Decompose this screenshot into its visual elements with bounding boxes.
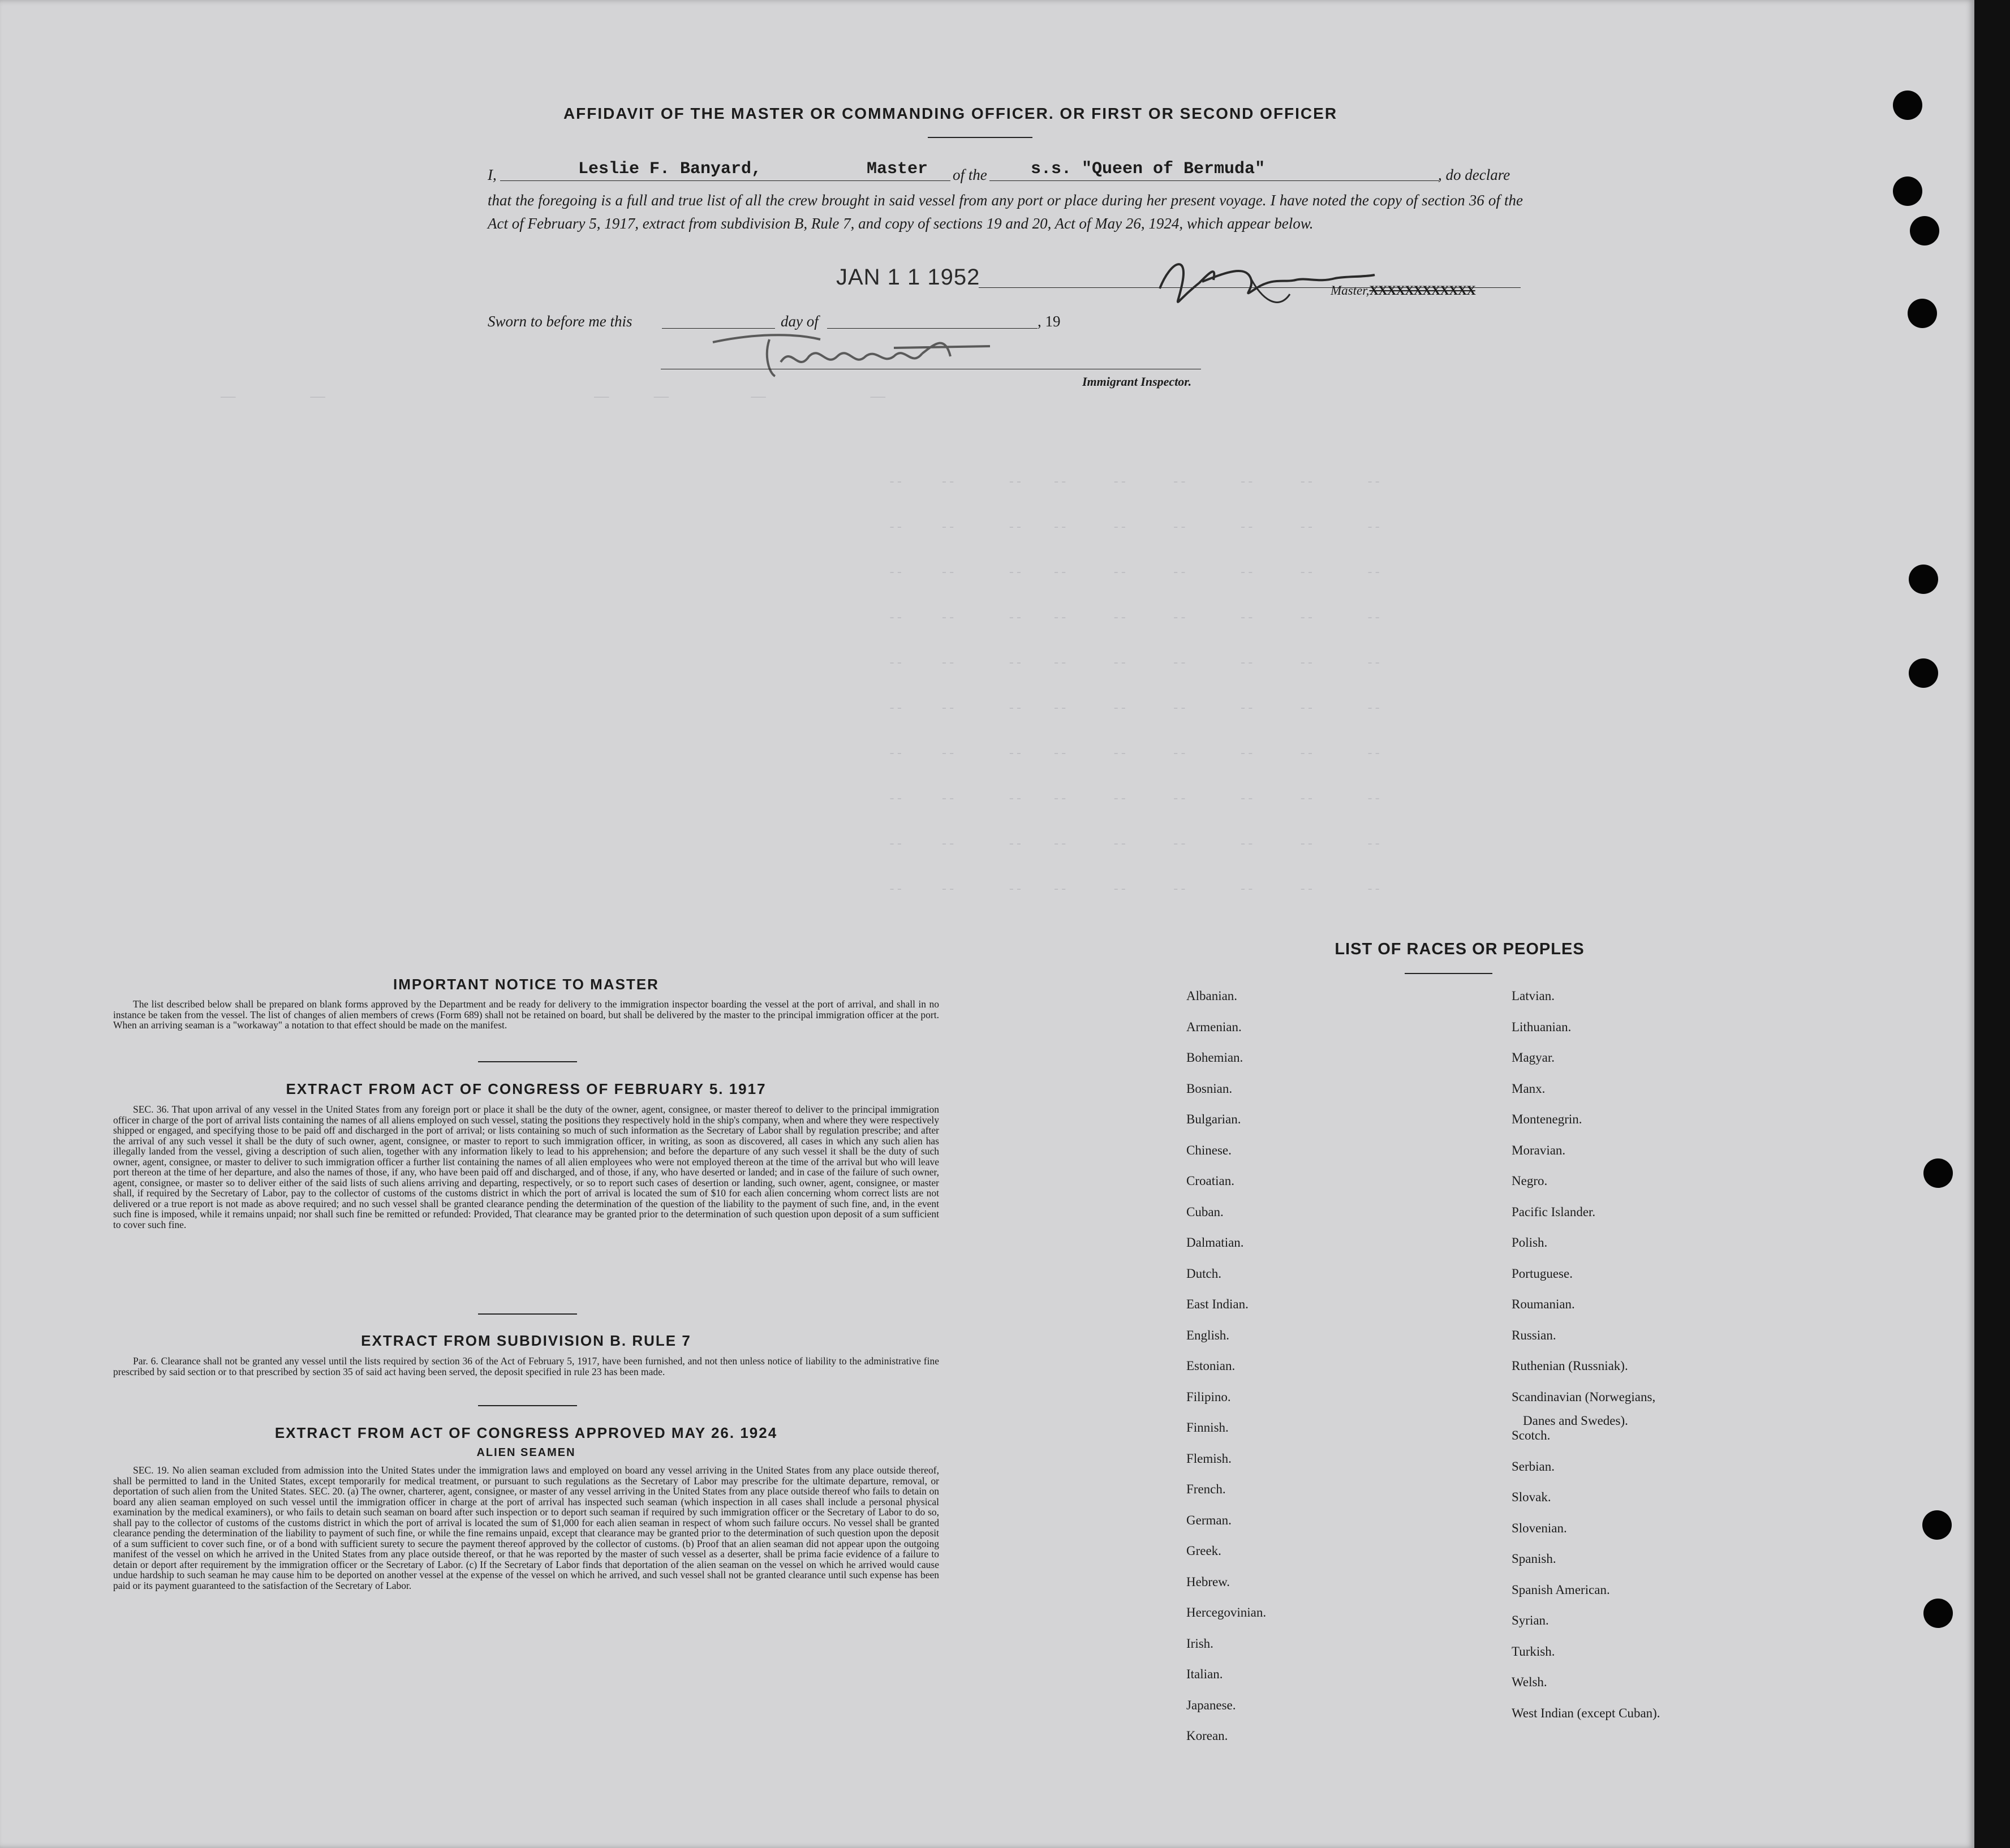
divider <box>1405 973 1492 974</box>
race-item: Finnish. <box>1186 1420 1229 1435</box>
day-of-label: day of <box>781 313 819 330</box>
punch-hole <box>1908 299 1937 328</box>
inspector-label: Immigrant Inspector. <box>1082 374 1192 389</box>
master-signature <box>1148 249 1386 311</box>
race-item: Manx. <box>1512 1081 1546 1096</box>
race-item: Greek. <box>1186 1544 1221 1558</box>
race-item: Montenegrin. <box>1512 1112 1582 1126</box>
vessel-name: s.s. "Queen of Bermuda" <box>1031 160 1266 179</box>
race-item: Lithuanian. <box>1512 1019 1572 1034</box>
extract-rule7-title: EXTRACT FROM SUBDIVISION B. RULE 7 <box>361 1332 691 1349</box>
inspector-signature <box>707 322 1001 385</box>
race-item: Portuguese. <box>1512 1266 1573 1281</box>
race-item: Italian. <box>1186 1667 1223 1681</box>
race-item: Negro. <box>1512 1174 1548 1188</box>
race-item: Dalmatian. <box>1186 1235 1244 1250</box>
master-label <box>1331 283 1475 299</box>
affidavit-body: that the foregoing is a full and true list of all the crew brought in said vessel from any port or place during her present voyage. I have noted the copy of section 36 of the Act of February 5, 1917, extract from subdivision B, Rule 7, and copy of sections 19 and 20, Act of May 26, 1924, which appear below. <box>488 192 1523 232</box>
race-item: Estonian. <box>1186 1359 1236 1373</box>
notice-title: IMPORTANT NOTICE TO MASTER <box>393 976 659 993</box>
race-item: Danes and Swedes). <box>1523 1413 1628 1428</box>
punch-hole <box>1910 216 1939 245</box>
affidavit-title: AFFIDAVIT OF THE MASTER OR COMMANDING OFFICER. OR FIRST OR SECOND OFFICER <box>563 105 1338 122</box>
race-item: Armenian. <box>1186 1019 1242 1034</box>
race-item: Scotch. <box>1512 1428 1551 1442</box>
punch-hole <box>1893 176 1922 206</box>
race-item: West Indian (except Cuban). <box>1512 1705 1660 1720</box>
race-item: Turkish. <box>1512 1644 1555 1659</box>
race-item: English. <box>1186 1328 1230 1342</box>
race-item: French. <box>1186 1482 1226 1496</box>
extract-1917-body: SEC. 36. That upon arrival of any vessel in the United States from any foreign port or place it shall be the duty of the owner, agent, consignee, or master thereof to deliver to the principal immigration officer in charge of the port of arrival lists containing the names of all aliens employed on such vessel, stating the positions they respectively hold in the ship's company, when and where they were respectively shipped or engaged, and specifying those to be paid off and discharged in the port of arrival; or lists containing so much of such information as the Secretary of Labor shall by regulation prescribe; and after the arrival of any such vessel it shall be the duty of such owner, agent, consignee, or master to report to such immigration officer, in writing, as soon as discovered, all cases in which any such alien has illegally landed from the vessel, giving a description of such alien, together with any information likely to lead to his apprehension; and before the departure of any such vessel it shall be the duty of such owner, agent, consignee, or master to deliver to such immigration officer a further list containing the names of all alien employees who were not employed thereon at the time of the arrival but who will leave port thereon at the time of her departure, and also the names of those, if any, who have been paid off and discharged, and of those, if any, who have deserted or landed; and in case of the failure of such owner, agent, consignee, or master so to deliver either of the said lists of such aliens arriving and departing, respectively, or so to report such cases of desertion or landing, such owner, agent, consignee, or master shall, if required by the Secretary of Labor, pay to the collector of customs of the customs district in which the port of arrival is located the sum of $10 for each alien concerning whom correct lists are not delivered or a true report is not made as above required; and no such vessel shall be granted clearance pending the determination of the question of the liability to the payment of such fine, and, in the event such fine is imposed, while it remains unpaid; nor shall such fine be remitted or refunded: Provided, That clearance may be granted prior to the determination of such question upon deposit of a sum sufficient to cover such fine. <box>113 1104 939 1230</box>
race-item: German. <box>1186 1513 1232 1527</box>
master-name: Leslie F. Banyard, <box>578 160 762 179</box>
race-item: Russian. <box>1512 1328 1556 1342</box>
extract-1924-subtitle: ALIEN SEAMEN <box>476 1446 576 1459</box>
race-item: Spanish American. <box>1512 1582 1610 1597</box>
race-item: Spanish. <box>1512 1552 1556 1566</box>
master-label-text: Master, <box>1331 283 1370 298</box>
race-item: Hercegovinian. <box>1186 1605 1267 1619</box>
race-item: Slovak. <box>1512 1490 1551 1504</box>
extract-rule7-body: Par. 6. Clearance shall not be granted any vessel until the lists required by section 36 of the Act of February 5, 1917, have been furnished, and not then unless notice of liability to the administrative fine prescribed by said section or to that prescribed by section 35 of said act having been served, the deposit specified in rule 23 has been made. <box>113 1355 939 1377</box>
punch-hole <box>1922 1510 1952 1540</box>
race-item: Syrian. <box>1512 1613 1549 1627</box>
extract-1924-body: SEC. 19. No alien seaman excluded from admission into the United States under the immigration laws and employed on board any vessel arriving in the United States from any place outside thereof, shall be permitted to land in the United States, except temporarily for medical treatment, or pursuant to such regulations as the Secretary of Labor may prescribe for the ultimate departure, removal, or deportation of such alien from the United States. SEC. 20. (a) The owner, charterer, agent, consignee, or master of any vessel arriving in the United States from any place outside thereof who fails to detain on board any alien seaman employed on such vessel until the immigration officer in charge at the port of arrival has inspected such seaman (which inspection in all cases shall include a personal physical examination by the medical examiners), or who fails to detain such seaman on board after such inspection or to deport such seaman if required by such immigration officer or the Secretary of Labor to do so, shall pay to the collector of customs of the customs district in which the port of arrival is located the sum of $1,000 for each alien seaman in respect of whom such failure occurs. No vessel shall be granted clearance pending the determination of the liability to payment of such fine, or while the fine remains unpaid, except that clearance may be granted prior to the determination of such question upon the deposit of a sum sufficient to cover such fine, or of a bond with sufficient surety to secure the payment thereof approved by the collector of customs. (b) Proof that an alien seaman did not appear upon the outgoing manifest of the vessel on which he arrived in the United States from any place outside thereof, or that he was reported by the master of such vessel as a deserter, shall be prima facie evidence of a failure to detain or deport after requirement by the immigration officer or the Secretary of Labor. (c) If the Secretary of Labor finds that deportation of the alien seaman on the vessel on which he arrived would cause undue hardship to such seaman he may cause him to be deported on another vessel at the expense of the vessel on which he arrived, and such vessel shall not be granted clearance until such expense has been paid or its payment guaranteed to the satisfaction of the Secretary of Labor. <box>113 1464 939 1591</box>
race-item: Dutch. <box>1186 1266 1221 1281</box>
race-item: Korean. <box>1186 1729 1228 1743</box>
sworn-label: Sworn to before me this <box>488 313 632 330</box>
master-struck-text: XXXXXXXXXXXX <box>1369 283 1475 298</box>
race-item: Welsh. <box>1512 1675 1547 1689</box>
divider <box>478 1061 577 1062</box>
race-item: Irish. <box>1186 1636 1213 1651</box>
race-item: Moravian. <box>1512 1143 1566 1157</box>
race-item: Japanese. <box>1186 1698 1236 1712</box>
race-item: Flemish. <box>1186 1451 1232 1466</box>
race-item: Roumanian. <box>1512 1297 1575 1311</box>
divider <box>478 1405 577 1406</box>
race-item: Albanian. <box>1186 989 1238 1003</box>
race-item: Polish. <box>1512 1235 1548 1250</box>
race-item: Ruthenian (Russniak). <box>1512 1359 1628 1373</box>
race-item: Bosnian. <box>1186 1081 1233 1096</box>
document-page: —— —— —— —— —— —— -- -- -- -- -- -- -- -- -- -- -- -- -- -- -- -- -- -- -- -- -- -- -- -- -- -- -- -- -- -- -- -- -- -- -- -- -- -- -- -- -- -- -- -- -- -- -- -- -- -- -- -- -- -- -- -- -- -- -- -- -- -- -- -- -- -- -- -- -- -- -- -- -- -- -- -- -- -- -- -- -- -- -- -- -- -- -- -- -- -- AFFIDAVIT OF THE MASTER OR COMMANDING OFFICER. OR FIRST OR SECOND OFFICER I, Leslie F. Banyard, Master of the s.s. "Queen of Bermuda" , do declare that the foregoing is a full and true list of all the crew brought in said vessel from any port or place during her present voyage. I have noted the copy of section 36 of the Act of February 5, 1917, extract from subdivision B, Rule 7, and copy of sections 19 and 20, Act of May 26, 1924, which appear below. JAN 1 1 1952 Master,XXXXXXXXXXXX Sworn to before me this day of , 19 Immigrant Inspector. IMPORTANT NOTICE TO MASTER The list described below shall be prepared on blank forms approved by the Department and be ready for delivery to the immigration inspector boarding the vessel at the port of arrival, and shall in no instance be taken from the vessel. The list of changes of alien members of crews (Form 689) shall not be retained on board, but shall be delivered by the master to the principal immigration officer at the port. When an arriving seaman is a "workaway" a notation to that effect should be made on the manifest. EXTRACT FROM ACT OF CONGRESS OF FEBRUARY 5. 1917 SEC. 36. That upon arrival of any vessel in the United States from any foreign port or place it shall be the duty of the owner, agent, consignee, or master thereof to deliver to the principal immigration officer in charge of the port of arrival lists containing the names of all aliens employed on such vessel, stating the positions they respectively hold in the ship's company, when and where they were respectively shipped or engaged, and specifying those to be paid off and discharged in the port of arrival; or lists containing so much of such information as the Secretary of Labor shall by regulation prescribe; and after the arrival of any such vessel it shall be the duty of such owner, agent, consignee, or master to report to such immigration officer, in writing, as soon as discovered, all cases in which any such alien has illegally landed from the vessel, giving a description of such alien, together with any information likely to lead to his apprehension; and before the departure of any such vessel it shall be the duty of such owner, agent, consignee, or master to deliver to such immigration officer a further list containing the names of all alien employees who were not employed thereon at the time of the arrival but who will leave port thereon at the time of her departure, and also the names of those, if any, who have been paid off and discharged, and of those, if any, who have deserted or landed; and in case of the failure of such owner, agent, consignee, or master so to deliver either of the said lists of such aliens arriving and departing, respectively, or so to report such cases of desertion or landing, such owner, agent, consignee, or master shall, if required by the Secretary of Labor, pay to the collector of customs of the customs district in which the port of arrival is located the sum of $10 for each alien concerning whom correct lists are not delivered or a true report is not made as above required; and no such vessel shall be granted clearance pending the determination of the question of the liability to the payment of such fine, and, in the event such fine is imposed, while it remains unpaid; nor shall such fine be remitted or refunded: Provided, That clearance may be granted prior to the determination of such question upon deposit of a sum sufficient to cover such fine. EXTRACT FROM SUBDIVISION B. RULE 7 Par. 6. Clearance shall not be granted any vessel until the lists required by section 36 of the Act of February 5, 1917, have been furnished, and not then unless notice of liability to the administrative fine prescribed by said section or to that prescribed by section 35 of said act having been served, the deposit specified in rule 23 has been made. EXTRACT FROM ACT OF CONGRESS APPROVED MAY 26. 1924 ALIEN SEAMEN SEC. 19. No alien seaman excluded from admission into the United States under the immigration laws and employed on board any vessel arriving in the United States from any place outside thereof, shall be permitted to land in the United States, except temporarily for medical treatment, or pursuant to such regulations as the Secretary of Labor may prescribe for the ultimate departure, removal, or deportation of such alien from the United States. SEC. 20. (a) The owner, charterer, agent, consignee, or master of any vessel arriving in the United States from any place outside thereof who fails to detain on board any alien seaman employed on such vessel until the immigration officer in charge at the port of arrival has inspected such seaman (which inspection in all cases shall include a personal physical examination by the medical examiners), or who fails to detain such seaman on board after such inspection or to deport such seaman if required by such immigration officer or the Secretary of Labor to do so, shall pay to the collector of customs of the customs district in which the port of arrival is located the sum of $1,000 for each alien seaman in respect of whom such failure occurs. No vessel shall be granted clearance pending the determination of the liability to payment of such fine, or while the fine remains unpaid, except that clearance may be granted prior to the determination of such question upon the deposit of a sum sufficient to cover such fine, or of a bond with sufficient surety to secure the payment thereof approved by the collector of customs. (b) Proof that an alien seaman did not appear upon the outgoing manifest of the vessel on which he arrived in the United States from any place outside thereof, or that he was reported by the master of such vessel as a deserter, shall be prima facie evidence of a failure to detain or deport after requirement by the immigration officer or the Secretary of Labor. (c) If the Secretary of Labor finds that deportation of the alien seaman on the vessel on which he arrived would cause undue hardship to such seaman he may cause him to be deported on another vessel at the expense of the vessel on which he arrived, and such vessel shall not be granted clearance until such expense has been paid or its payment guaranteed to the satisfaction of the Secretary of Labor. LIST OF RACES OR PEOPLES Albanian. Armenian. Bohemian. Bosnian. Bulgarian. Chinese. Croatian. Cuban. Dalmatian. Dutch. East Indian. English. Estonian. Filipino. Finnish. Flemish. French. German. Greek. Hebrew. Hercegovinian. Irish. Italian. Japanese. Korean. Latvian. Lithuanian. Magyar. Manx. Montenegrin. Moravian. Negro. Pacific Islander. Polish. Portuguese. Roumanian. Russian. Ruthenian (Russniak). Scandinavian (Norwegians, Danes and Swedes). Scotch. Serbian. Slovak. Slovenian. Spanish. Spanish American. Syrian. Turkish. Welsh. West Indian (except Cuban). <box>0 0 1974 1848</box>
race-item: Chinese. <box>1186 1143 1232 1157</box>
i-label: I, <box>488 166 497 183</box>
race-item: Slovenian. <box>1512 1520 1567 1535</box>
extract-1917-title: EXTRACT FROM ACT OF CONGRESS OF FEBRUARY 5. 1917 <box>286 1080 767 1097</box>
punch-hole <box>1923 1158 1953 1188</box>
do-declare-label: , do declare <box>1438 166 1510 183</box>
race-item: Filipino. <box>1186 1389 1231 1404</box>
notice-body: The list described below shall be prepared on blank forms approved by the Department and be ready for delivery to the immigration inspector boarding the vessel at the port of arrival, and shall in no instance be taken from the vessel. The list of changes of alien members of crews (Form 689) shall not be retained on board, but shall be delivered by the master to the principal immigration officer at the port. When an arriving seaman is a "workaway" a notation to that effect should be made on the manifest. <box>113 998 939 1031</box>
date-stamp: JAN 1 1 1952 <box>836 265 980 290</box>
race-item: Serbian. <box>1512 1459 1555 1474</box>
races-title: LIST OF RACES OR PEOPLES <box>1335 940 1585 958</box>
race-item: Croatian. <box>1186 1174 1234 1188</box>
race-item: Magyar. <box>1512 1050 1555 1065</box>
year-label: , 19 <box>1038 313 1061 330</box>
race-item: Latvian. <box>1512 989 1555 1003</box>
race-item: Bulgarian. <box>1186 1112 1241 1126</box>
race-item: Pacific Islander. <box>1512 1204 1596 1219</box>
punch-hole <box>1909 658 1938 688</box>
punch-hole <box>1909 565 1938 594</box>
race-item: Scandinavian (Norwegians, <box>1512 1389 1656 1404</box>
extract-1924-title: EXTRACT FROM ACT OF CONGRESS APPROVED MAY 26. 1924 <box>274 1424 778 1441</box>
divider <box>478 1313 577 1315</box>
divider <box>928 137 1032 138</box>
race-item: East Indian. <box>1186 1297 1249 1311</box>
punch-hole <box>1923 1599 1953 1628</box>
race-item: Cuban. <box>1186 1204 1224 1219</box>
race-item: Bohemian. <box>1186 1050 1243 1065</box>
race-item: Hebrew. <box>1186 1574 1230 1589</box>
master-rank: Master <box>867 160 928 179</box>
punch-hole <box>1893 91 1922 120</box>
affidavit-line-1 <box>488 158 1523 183</box>
of-the-label: of the <box>950 163 989 187</box>
